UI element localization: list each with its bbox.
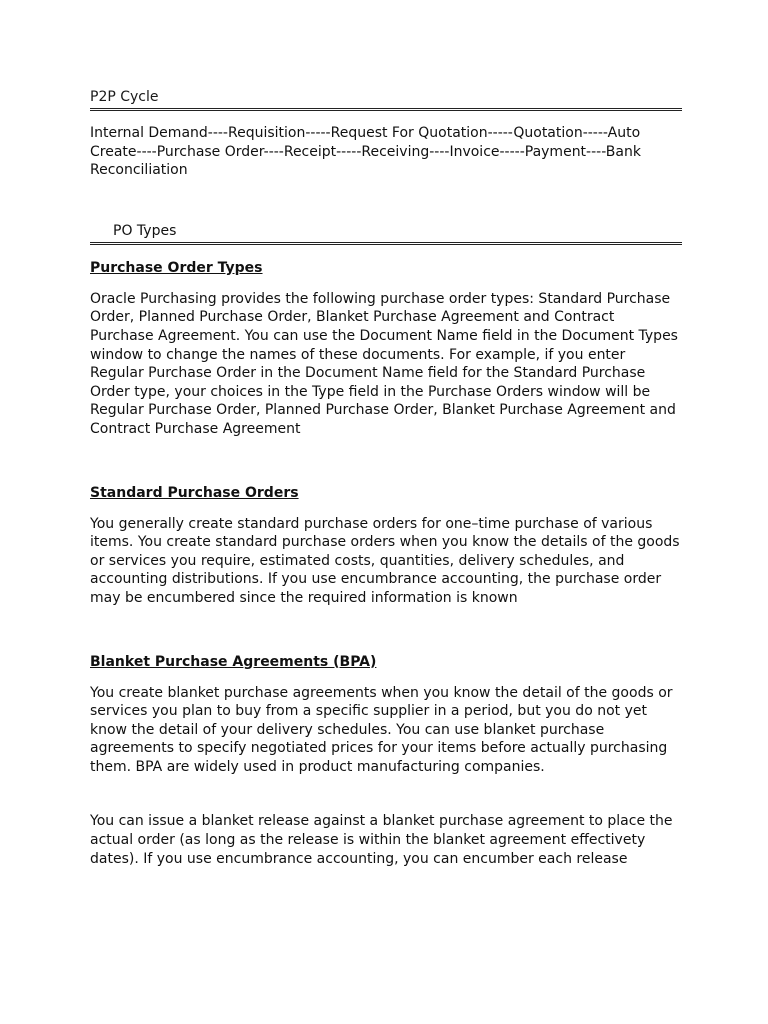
heading-blanket-purchase-agreements: Blanket Purchase Agreements (BPA) — [90, 653, 377, 670]
document-content — [90, 88, 682, 868]
heading-purchase-order-types: Purchase Order Types — [90, 259, 263, 276]
po-types-double-rule — [90, 242, 682, 245]
paragraph-blanket-purchase-agreements: You create blanket purchase agreements when you know the detail of the goods or services you plan to buy from a specific supplier in a period, but you do not yet know the detail of your delivery schedules. You can use blanket purchase agreements to specify negotiated prices for your items before actually purchasing them. BPA are widely used in product manufacturing companies. — [90, 684, 673, 775]
title-double-rule — [90, 108, 682, 111]
po-types-title: PO Types — [113, 222, 177, 239]
paragraph-standard-purchase-orders: You generally create standard purchase orders for one–time purchase of various items. You create standard purchase orders when you know the details of the goods or services you require, estimated costs, quantities, delivery schedules, and accounting distributions. If you use encumbrance accounting, the purchase order may be encumbered since the required information is known — [90, 515, 680, 606]
p2p-cycle-title: P2P Cycle — [90, 89, 159, 105]
paragraph-blanket-release: You can issue a blanket release against a blanket purchase agreement to place the actual order (as long as the release is within the blanket agreement effectivety dates). If you use encumbrance accounting, you can encumber each release — [90, 813, 673, 867]
heading-standard-purchase-orders: Standard Purchase Orders — [90, 484, 299, 501]
paragraph-purchase-order-types: Oracle Purchasing provides the following purchase order types: Standard Purchase Order, Planned Purchase Order, Blanket Purchase Agreement and Contract Purchase Agreement. You can use the Document Name field in the Document Types window to change the names of these documents. For example, if you enter Regular Purchase Order in the Document Name field for the Standard Purchase Order type, your choices in the Type field in the Purchase Orders window will be Regular Purchase Order, Planned Purchase Order, Blanket Purchase Agreement and Contract Purchase Agreement — [90, 290, 678, 437]
p2p-flow-text: Internal Demand----Requisition-----Request For Quotation-----Quotation-----Auto Create----Purchase Order----Receipt-----Receiving----Invoice-----Payment----Bank Reconciliation — [90, 125, 641, 179]
